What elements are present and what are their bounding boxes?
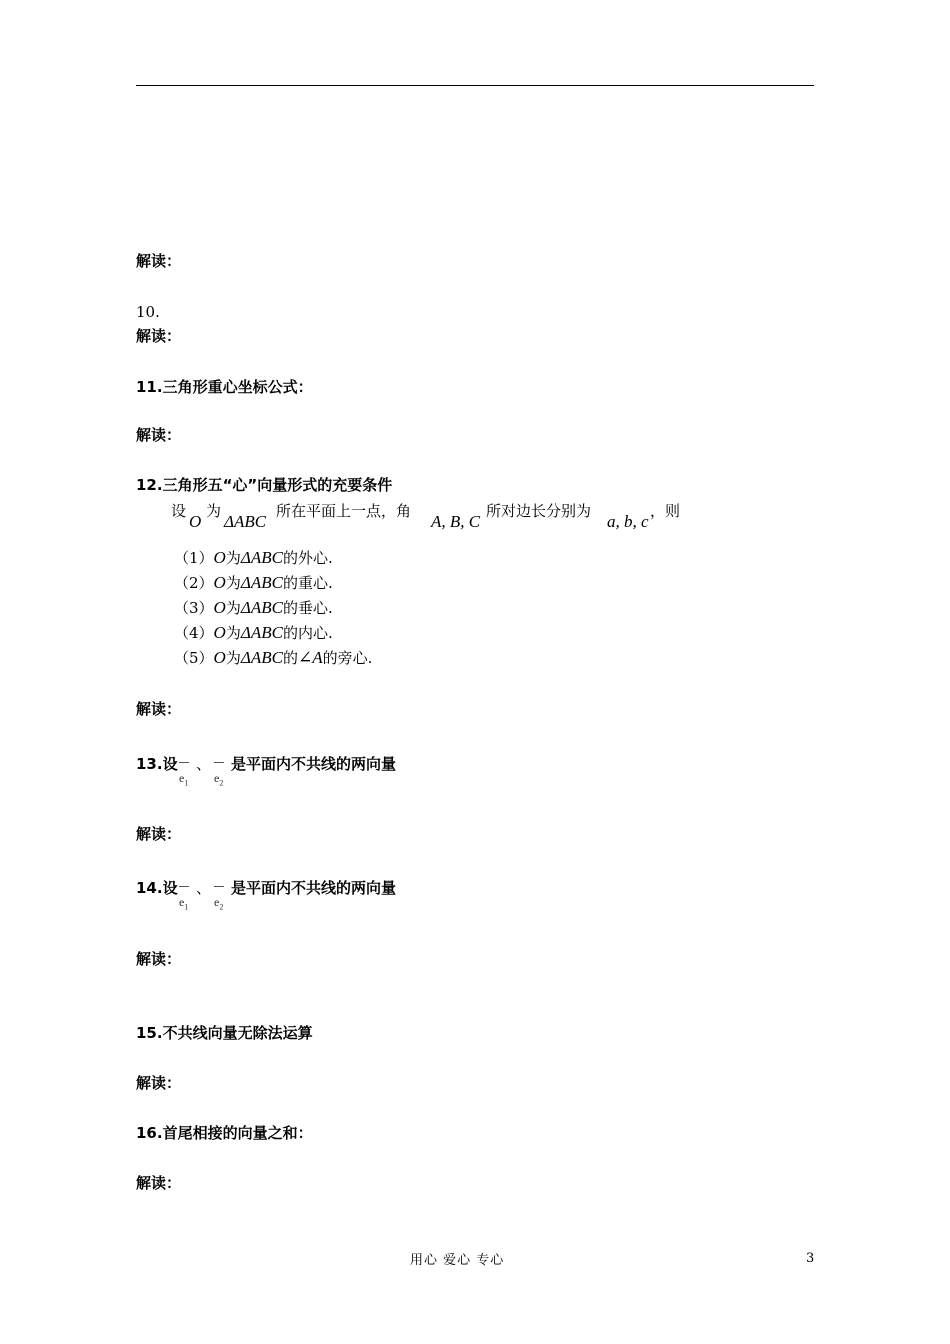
premise-text-1: 设 [171, 502, 187, 520]
condition-incenter: （4）O为ΔABC的内心. [174, 623, 333, 642]
item-12-heading: 12.三角形五“心”向量形式的充要条件 [136, 476, 393, 494]
item-15-heading: 15.不共线向量无除法运算 [136, 1024, 313, 1042]
condition-excenter: （5）O为ΔABC的∠A的旁心. [174, 648, 373, 667]
vector-e1-13: $e_1$ [179, 771, 188, 787]
premise-sides: a, b, c [607, 512, 649, 531]
footer-motto: 用心 爱心 专心 [410, 1253, 505, 1268]
vector-e1-14: $e_1$ [179, 895, 188, 911]
premise-text-4: 所对边长分别为 [486, 502, 592, 520]
item-11-heading: 11.三角形重心坐标公式： [136, 378, 313, 396]
jiedu-label-11: 解读： [136, 426, 182, 444]
page-number: 3 [806, 1251, 815, 1266]
vector-e2-13: $e_2$ [214, 771, 223, 787]
item-16-heading: 16.首尾相接的向量之和： [136, 1124, 313, 1142]
jiedu-label-15: 解读： [136, 1074, 182, 1092]
jiedu-label-9: 解读： [136, 252, 182, 270]
premise-text-2: 为 [206, 502, 222, 520]
condition-centroid: （2）O为ΔABC的重心. [174, 573, 333, 592]
premise-triangle: ΔABC [224, 512, 267, 531]
item-13-number: 13.设 [136, 755, 178, 773]
premise-angles: A, B, C [431, 512, 481, 531]
premise-text-3: 所在平面上一点，角 [276, 502, 412, 520]
header-rule [136, 85, 814, 86]
item-14-heading: 是平面内不共线的两向量 [231, 879, 397, 897]
jiedu-label-10: 解读： [136, 327, 182, 345]
item-14-number: 14.设 [136, 879, 178, 897]
premise-text-5: ，则 [650, 502, 681, 520]
jiedu-label-12: 解读： [136, 700, 182, 718]
item-14-separator: 、 [196, 879, 212, 897]
item-13-separator: 、 [196, 755, 212, 773]
jiedu-label-13: 解读： [136, 825, 182, 843]
jiedu-label-16: 解读： [136, 1174, 182, 1192]
jiedu-label-14: 解读： [136, 950, 182, 968]
condition-orthocenter: （3）O为ΔABC的垂心. [174, 598, 333, 617]
item-10-number: 10. [136, 303, 160, 321]
item-13-heading: 是平面内不共线的两向量 [231, 755, 397, 773]
premise-point-o: O [189, 512, 202, 531]
vector-e2-14: $e_2$ [214, 895, 223, 911]
condition-circumcenter: （1）O为ΔABC的外心. [174, 548, 333, 567]
